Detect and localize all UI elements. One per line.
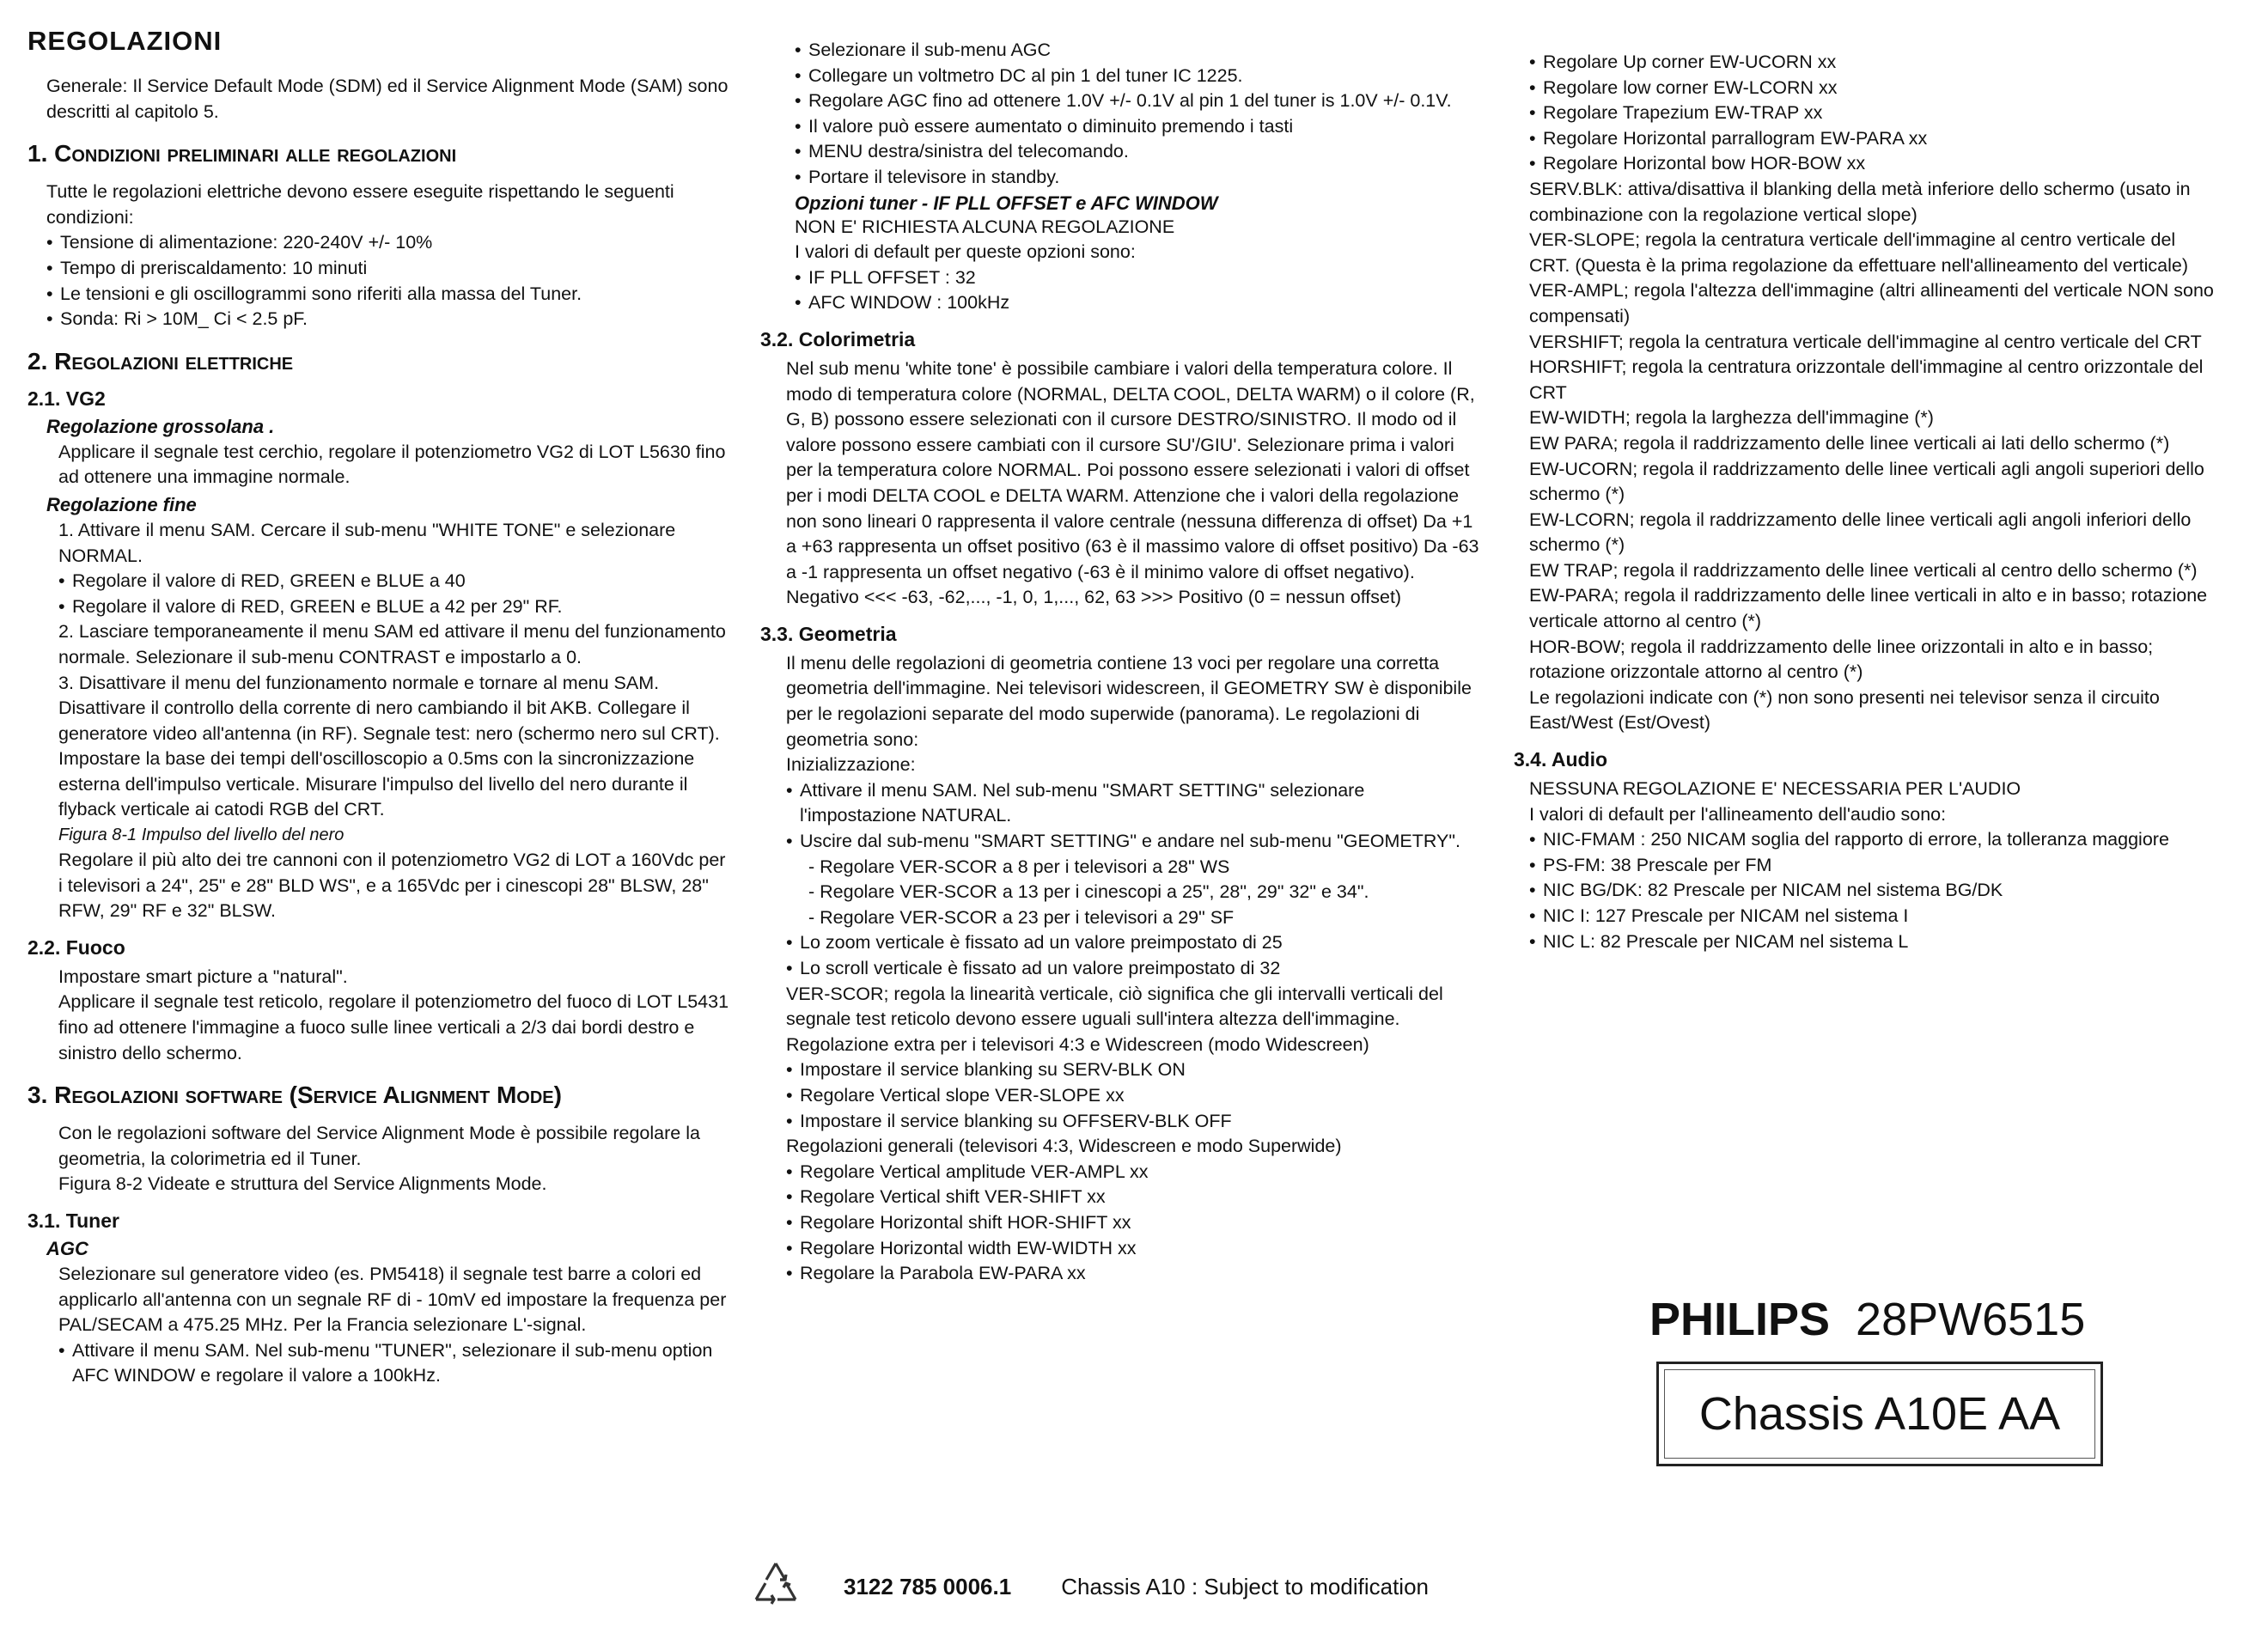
audio-text-2: I valori di default per l'allineamento dell'audio sono: xyxy=(1529,803,1947,825)
list-item: • Impostare il service blanking su OFFSERV-BLK OFF xyxy=(786,1109,1482,1135)
audio-list xyxy=(1514,827,2218,954)
list-item: • Tensione di alimentazione: 220-240V +/- 10% xyxy=(46,230,732,256)
definition: HOR-BOW; regola il raddrizzamento delle linee orizzontali in alto e in basso; rotazione orizzontale attorno al centro (*) xyxy=(1529,636,2154,683)
audio-text-1: NESSUNA REGOLAZIONE E' NECESSARIA PER L'AUDIO xyxy=(1529,778,2021,800)
document-code: 3122 785 0006.1 xyxy=(844,1573,1012,1599)
list-item: • MENU destra/sinistra del telecomando. xyxy=(795,139,1482,165)
tuner-steps-list xyxy=(760,38,1482,191)
footer-note: Chassis A10 : Subject to modification xyxy=(1061,1573,1429,1599)
colorimetry-text: Nel sub menu 'white tone' è possibile cambiare i valori della temperatura colore. Il modo di temperatura colore (NORMAL, DELTA COOL, DELTA WARM) o il colore (R, G, B) possono essere selezionati con il cursore DESTRO/SINISTRO. Il modo od il valore possono essere cambiati con il cursore SU'/GIU'. Selezionare prima i valori per la temperatura colore NORMAL. Poi possono essere selezionati i valori di offset per i modi DELTA COOL e DELTA WARM. Attenzione che i valori della regolazione non sono lineari 0 rappresenta il valore centrale (nessuna differenza di offset) Da +1 a +63 rappresenta un offset positivo (63 è il massimo valore di offset positivo) Da -63 a -1 rappresenta un offset negativo (-63 è il minimo valore di offset negativo). xyxy=(786,357,1479,582)
list-item: • Lo scroll verticale è fissato ad un valore preimpostato di 32 xyxy=(786,956,1482,982)
chassis-box xyxy=(1656,1362,2103,1466)
intro-text: Generale: Il Service Default Mode (SDM) ed il Service Alignment Mode (SAM) sono descritti al capitolo 5. xyxy=(46,76,729,122)
geometry-more-list xyxy=(1514,50,2218,177)
list-item: • Selezionare il sub-menu AGC xyxy=(795,38,1482,64)
fine-step-4: Regolare il più alto dei tre cannoni con il potenziometro VG2 di LOT a 160Vdc per i televisori a 24", 25" e 28" BLD WS", e a 165Vdc per i cinescopi 28" BLSW, 28" RFW, 29" RF e 32" BLSW. xyxy=(58,850,726,922)
list-item: • Il valore può essere aumentato o diminuito premendo i tasti xyxy=(795,114,1482,140)
audio-heading: 3.4. Audio xyxy=(1514,748,1608,771)
agc-list xyxy=(27,1338,732,1389)
extra-list xyxy=(760,1057,1482,1134)
list-item: • Regolare Vertical amplitude VER-AMPL xx xyxy=(786,1160,1482,1185)
definition: VERSHIFT; regola la centratura verticale dell'immagine al centro verticale del CRT xyxy=(1529,331,2202,352)
list-item: • Regolare Horizontal parrallogram EW-PARA xx xyxy=(1529,126,2218,152)
geometry-heading: 3.3. Geometria xyxy=(760,622,897,645)
list-item: • Collegare un voltmetro DC al pin 1 del tuner IC 1225. xyxy=(795,64,1482,89)
column-left xyxy=(27,26,732,1389)
coarse-text: Applicare il segnale test cerchio, regolare il potenziometro VG2 di LOT L5630 fino ad ottenere una immagine normale. xyxy=(58,441,726,488)
list-item: • Regolare Horizontal shift HOR-SHIFT xx xyxy=(786,1210,1482,1236)
list-item: • Regolare Horizontal bow HOR-BOW xx xyxy=(1529,151,2218,177)
column-middle xyxy=(760,38,1482,1287)
column-right xyxy=(1514,50,2218,954)
section-1-heading: 1. Condizioni preliminari alle regolazioni xyxy=(27,140,457,168)
list-item: • Regolare il valore di RED, GREEN e BLUE a 40 xyxy=(58,569,732,594)
list-item: • Attivare il menu SAM. Nel sub-menu "SMART SETTING" selezionare l'impostazione NATURAL. xyxy=(786,778,1482,829)
definition: EW PARA; regola il raddrizzamento delle linee verticali ai lati dello schermo (*) xyxy=(1529,432,2170,454)
general-list xyxy=(760,1160,1482,1287)
brand-line xyxy=(1649,1293,2113,1346)
geometry-text: Il menu delle regolazioni di geometria contiene 13 voci per regolare una corretta geometria dell'immagine. Nei televisori widescreen, il GEOMETRY SW è disponibile per le regolazioni separate del modo superwide (panorama). Le regolazioni di geometria sono: xyxy=(786,652,1472,750)
fine-step-3: 3. Disattivare il menu del funzionamento normale e tornare al menu SAM. Disattivare il controllo della corrente di nero cambiando il bit AKB. Collegare il generatore video all'antenna (in RF). Segnale test: nero (schermo nero sul CRT). Impostare la base dei tempi dell'oscilloscopio a 0.5ms con la sincronizzazione esterna dell'impulso verticale. Misurare l'impulso del livello del nero durante il flyback verticale ai catodi RGB del CRT. xyxy=(58,672,720,820)
fine-step-1: 1. Attivare il menu SAM. Cercare il sub-menu "WHITE TONE" e selezionare NORMAL. xyxy=(58,519,676,566)
definition: EW-UCORN; regola il raddrizzamento delle linee verticali agli angoli superiori dello schermo (*) xyxy=(1529,458,2204,505)
list-item: • NIC L: 82 Prescale per NICAM nel sistema L xyxy=(1529,929,2218,955)
definition: VER-AMPL; regola l'altezza dell'immagine (altri allineamenti del verticale NON sono compensati) xyxy=(1529,280,2214,326)
brand-block xyxy=(1649,1293,2113,1346)
list-item: • Regolare Horizontal width EW-WIDTH xx xyxy=(786,1236,1482,1262)
footer xyxy=(746,1557,1429,1617)
geometry-init-list xyxy=(760,778,1482,855)
coarse-title: Regolazione grossolana . xyxy=(46,415,275,437)
list-item: • Portare il televisore in standby. xyxy=(795,165,1482,191)
list-item: • Regolare il valore di RED, GREEN e BLUE a 42 per 29" RF. xyxy=(58,594,732,620)
recycle-icon xyxy=(746,1557,806,1617)
colorimetry-heading: 3.2. Colorimetria xyxy=(760,327,916,350)
dash-item: - Regolare VER-SCOR a 13 per i cinescopi a 25", 28", 29" 32" e 34". xyxy=(808,881,1369,903)
tuner-options-list xyxy=(760,265,1482,316)
dash-item: - Regolare VER-SCOR a 8 per i televisori a 28" WS xyxy=(808,856,1230,877)
definition: EW-PARA; regola il raddrizzamento delle linee verticali in alto e in basso; rotazione verticale attorno al centro (*) xyxy=(1529,585,2208,632)
list-item: • Impostare il service blanking su SERV-BLK ON xyxy=(786,1057,1482,1083)
tuner-options-title: Opzioni tuner - IF PLL OFFSET e AFC WINDOW xyxy=(795,192,1218,214)
chassis-label: Chassis A10E AA xyxy=(1698,1388,2061,1440)
list-item: • Uscire dal sub-menu "SMART SETTING" e andare nel sub-menu "GEOMETRY". xyxy=(786,829,1482,855)
vg2-heading: 2.1. VG2 xyxy=(27,387,106,410)
list-item: • NIC-FMAM : 250 NICAM soglia del rapporto di errore, la tolleranza maggiore xyxy=(1529,827,2218,853)
list-item: • Regolare Trapezium EW-TRAP xx xyxy=(1529,101,2218,126)
definition: SERV.BLK: attiva/disattiva il blanking della metà inferiore dello schermo (usato in combinazione con la regolazione vertical slope) xyxy=(1529,178,2191,225)
list-item: • NIC BG/DK: 82 Prescale per NICAM nel sistema BG/DK xyxy=(1529,878,2218,904)
list-item: • Regolare low corner EW-LCORN xx xyxy=(1529,76,2218,101)
definition: EW TRAP; regola il raddrizzamento delle linee verticali al centro dello schermo (*) xyxy=(1529,559,2198,581)
list-item: • Sonda: Ri > 10M_ Ci < 2.5 pF. xyxy=(46,307,732,332)
definition: EW-LCORN; regola il raddrizzamento delle linee verticali agli angoli inferiori dello schermo (*) xyxy=(1529,509,2192,556)
fine-list xyxy=(27,569,732,619)
dash-item: - Regolare VER-SCOR a 23 per i televisori a 29" SF xyxy=(808,906,1235,928)
fuoco-text-2: Applicare il segnale test reticolo, regolare il potenziometro del fuoco di LOT L5431 fino ad ottenere l'immagine a fuoco sulle linee verticali a 2/3 dai bordi destro e sinistro dello schermo. xyxy=(58,991,729,1063)
section-3-heading: 3. Regolazioni software (Service Alignment Mode) xyxy=(27,1081,562,1109)
conditions-list xyxy=(27,230,732,332)
section-2-heading: 2. Regolazioni elettriche xyxy=(27,347,294,375)
brand-name: PHILIPS xyxy=(1649,1294,1831,1345)
model-number: 28PW6515 xyxy=(1856,1294,2086,1345)
fuoco-heading: 2.2. Fuoco xyxy=(27,935,125,959)
section-1-text: Tutte le regolazioni elettriche devono essere eseguite rispettando le seguenti condizioni: xyxy=(46,181,674,228)
tuner-heading: 3.1. Tuner xyxy=(27,1209,119,1232)
list-item: • IF PLL OFFSET : 32 xyxy=(795,265,1482,291)
definition-note: Le regolazioni indicate con (*) non sono presenti nei televisor senza il circuito East/West (Est/Ovest) xyxy=(1529,686,2160,734)
page-title: REGOLAZIONI xyxy=(27,26,223,56)
tuner-options-text-2: I valori di default per queste opzioni sono: xyxy=(795,241,1136,263)
geometry-fixed-list xyxy=(760,930,1482,981)
fuoco-text-1: Impostare smart picture a "natural". xyxy=(58,966,348,987)
list-item: • Regolare AGC fino ad ottenere 1.0V +/- 0.1V al pin 1 del tuner is 1.0V +/- 0.1V. xyxy=(795,88,1482,114)
extra-title: Regolazione extra per i televisori 4:3 e Widescreen (modo Widescreen) xyxy=(786,1033,1369,1055)
geometry-init: Inizializzazione: xyxy=(786,754,916,776)
agc-text: Selezionare sul generatore video (es. PM5418) il segnale test barre a colori ed applicarlo all'antenna con un segnale RF di - 10mV ed impostare la frequenza per PAL/SECAM a 475.25 MHz. Per la Francia selezionare L'-signal. xyxy=(58,1264,727,1336)
list-item: • PS-FM: 38 Prescale per FM xyxy=(1529,853,2218,879)
list-item: • Regolare Up corner EW-UCORN xx xyxy=(1529,50,2218,76)
list-item: • Le tensioni e gli oscillogrammi sono riferiti alla massa del Tuner. xyxy=(46,282,732,308)
list-item: • Regolare la Parabola EW-PARA xx xyxy=(786,1261,1482,1287)
definition: HORSHIFT; regola la centratura orizzontale dell'immagine al centro orizzontale del CRT xyxy=(1529,356,2204,403)
section-3-text: Con le regolazioni software del Service Alignment Mode è possibile regolare la geometria, la colorimetria ed il Tuner. xyxy=(58,1123,700,1169)
agc-title: AGC xyxy=(46,1238,88,1259)
verscor-text: VER-SCOR; regola la linearità verticale, ciò significa che gli intervalli verticali del segnale test reticolo devono essere uguali sull'intera altezza dell'immagine. xyxy=(786,983,1443,1030)
figure-caption-8-2: Figura 8-2 Videate e struttura del Service Alignments Mode. xyxy=(58,1173,547,1195)
list-item: • NIC I: 127 Prescale per NICAM nel sistema I xyxy=(1529,904,2218,929)
list-item: • Lo zoom verticale è fissato ad un valore preimpostato di 25 xyxy=(786,930,1482,956)
list-item: • AFC WINDOW : 100kHz xyxy=(795,290,1482,316)
figure-caption-8-1: Figura 8-1 Impulso del livello del nero xyxy=(58,826,344,845)
fine-title: Regolazione fine xyxy=(46,493,197,515)
general-title: Regolazioni generali (televisori 4:3, Widescreen e modo Superwide) xyxy=(786,1136,1342,1157)
list-item: • Regolare Vertical shift VER-SHIFT xx xyxy=(786,1185,1482,1210)
definition: EW-WIDTH; regola la larghezza dell'immagine (*) xyxy=(1529,407,1934,429)
list-item: • Attivare il menu SAM. Nel sub-menu "TUNER", selezionare il sub-menu option AFC WINDOW e regolare il valore a 100kHz. xyxy=(58,1338,732,1389)
tuner-options-text-1: NON E' RICHIESTA ALCUNA REGOLAZIONE xyxy=(795,216,1175,237)
fine-step-2: 2. Lasciare temporaneamente il menu SAM ed attivare il menu del funzionamento normale. Selezionare il sub-menu CONTRAST e impostarlo a 0. xyxy=(58,621,726,667)
definition: VER-SLOPE; regola la centratura verticale dell'immagine al centro verticale del CRT. (Questa è la prima regolazione da effettuare nell'allineamento del verticale) xyxy=(1529,229,2188,276)
list-item: • Tempo di preriscaldamento: 10 minuti xyxy=(46,256,732,282)
colorimetry-range: Negativo <<< -63, -62,..., -1, 0, 1,..., 62, 63 >>> Positivo (0 = nessun offset) xyxy=(786,587,1402,608)
list-item: • Regolare Vertical slope VER-SLOPE xx xyxy=(786,1083,1482,1109)
